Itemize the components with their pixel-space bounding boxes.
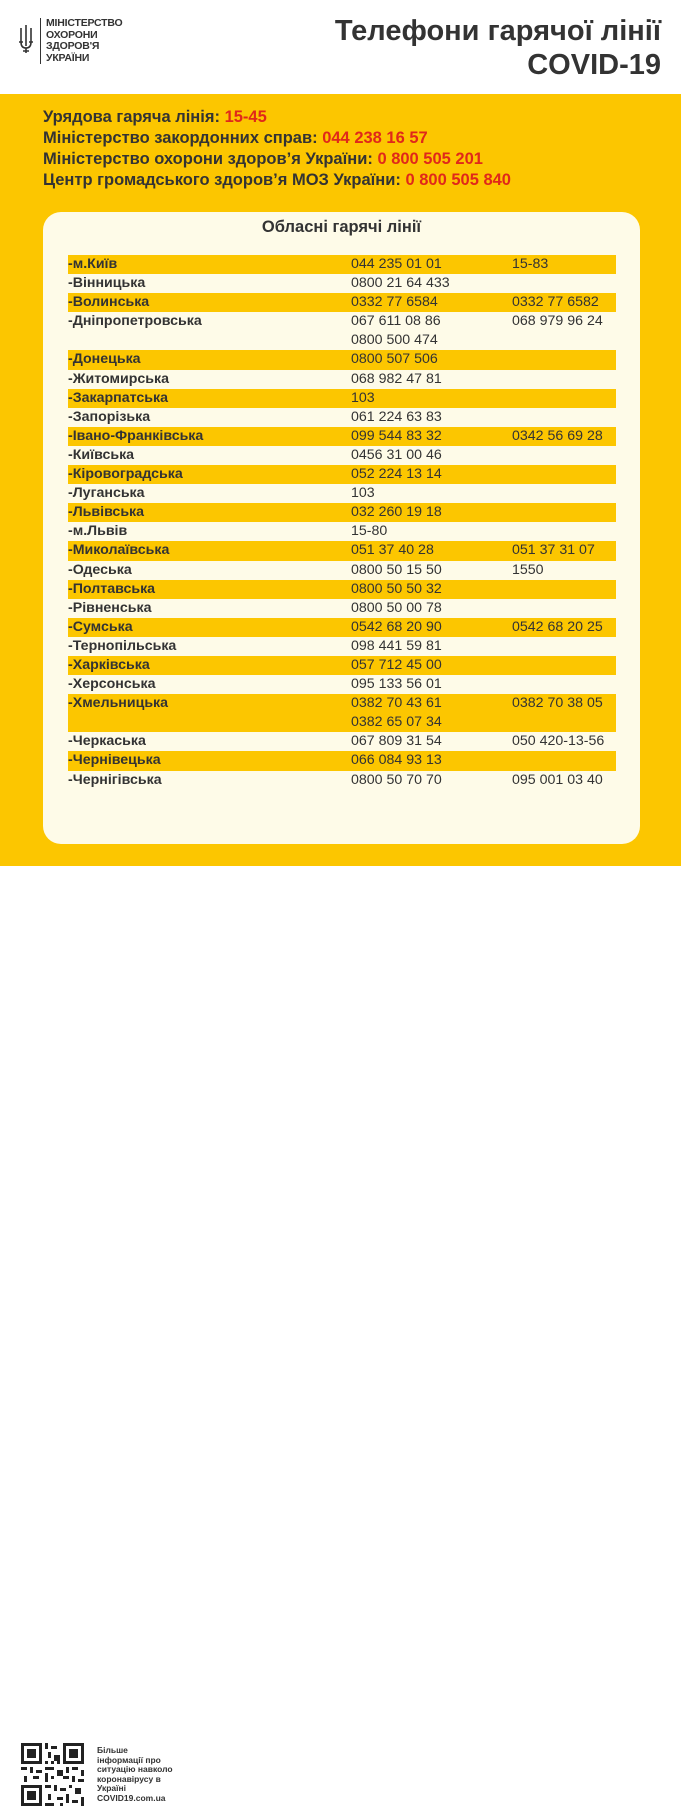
hotline-number[interactable]: 044 238 16 57 (322, 129, 428, 147)
table-row (68, 637, 616, 656)
table-row (68, 694, 616, 732)
footer (0, 866, 681, 1803)
footer-info (97, 1746, 187, 1803)
phone-number-extra[interactable]: 0542 68 20 25 (512, 618, 603, 635)
region-name: -Закарпатська (68, 389, 168, 406)
phone-number-extra[interactable]: 0382 70 38 05 (512, 695, 603, 712)
hotline-number[interactable]: 0 800 505 840 (405, 171, 511, 189)
region-phones (351, 293, 512, 312)
region-phones (351, 522, 512, 541)
region-phones (351, 274, 512, 293)
phone-number-extra (512, 580, 616, 599)
phone-number-extra (512, 656, 616, 675)
phone-number-extra (512, 484, 616, 503)
region-name: -Чернігівська (68, 771, 162, 788)
table-row (68, 446, 616, 465)
phone-number-extra (512, 389, 616, 408)
footer-line: коронавірусу в (97, 1773, 161, 1784)
table-row (68, 618, 616, 637)
logo-line: ЗДОРОВ'Я (46, 40, 100, 52)
table-row (68, 465, 616, 484)
phone-number[interactable]: 0332 77 6584 (351, 294, 438, 311)
region-name: -Рівненська (68, 599, 152, 616)
title-line-2: COVID-19 (527, 49, 661, 81)
region-name: -Одеська (68, 561, 132, 578)
region-name: -Херсонська (68, 676, 156, 693)
phone-number[interactable]: 099 544 83 32 (351, 427, 442, 444)
hotline-label: Міністерство охорони здоров’я України: (43, 150, 378, 168)
hotline-number[interactable]: 0 800 505 201 (377, 150, 483, 168)
phone-number[interactable]: 0456 31 00 46 (351, 446, 442, 463)
region-name: -Луганська (68, 485, 145, 502)
table-row (68, 427, 616, 446)
phone-number-extra[interactable]: 051 37 31 07 (512, 542, 595, 559)
phone-number[interactable]: 0382 70 43 61 (351, 695, 442, 712)
region-phones (351, 465, 512, 484)
table-row (68, 541, 616, 560)
hotline-label: Міністерство закордонних справ: (43, 129, 323, 147)
hotline-label: Урядова гаряча лінія: (43, 108, 225, 126)
phone-number-extra[interactable]: 095 001 03 40 (512, 771, 603, 788)
phone-number-extra[interactable]: 0342 56 69 28 (512, 427, 603, 444)
region-name: -Донецька (68, 351, 141, 368)
region-phones (351, 312, 512, 350)
table-row (68, 732, 616, 751)
phone-number-extra (512, 350, 616, 369)
phone-number-extra (512, 675, 616, 694)
region-name: -Сумська (68, 618, 133, 635)
region-phones (351, 771, 512, 790)
phone-number[interactable]: 052 224 13 14 (351, 466, 442, 483)
phone-number-extra (512, 751, 616, 770)
region-name: -Івано-Франківська (68, 427, 204, 444)
region-name: -Київська (68, 446, 135, 463)
hotline-item (43, 107, 511, 128)
phone-number[interactable]: 068 982 47 81 (351, 370, 442, 387)
region-phones (351, 599, 512, 618)
phone-number[interactable]: 103 (351, 389, 375, 406)
region-name: -Хмельницька (68, 695, 169, 712)
phone-number-extra (512, 522, 616, 541)
region-name: -Кіровоградська (68, 466, 183, 483)
header (0, 0, 681, 94)
hotline-item (43, 149, 511, 170)
region-phones (351, 732, 512, 751)
region-name: -Вінницька (68, 275, 146, 292)
region-phones (351, 389, 512, 408)
page-title (335, 14, 661, 82)
phone-number-extra (512, 274, 616, 293)
region-name: -Тернопільська (68, 637, 177, 654)
region-phones (351, 541, 512, 560)
phone-number[interactable]: 044 235 01 01 (351, 256, 442, 272)
phone-number-extra[interactable]: 050 420-13-56 (512, 733, 605, 750)
phone-number[interactable]: 0800 21 64 433 (351, 275, 450, 292)
ministry-logo (18, 18, 122, 64)
footer-site-link[interactable]: COVID19.com.ua (97, 1792, 166, 1803)
region-phones (351, 751, 512, 770)
phone-number[interactable]: 067 809 31 54 (351, 733, 442, 750)
table-row (68, 675, 616, 694)
title-line-1: Телефони гарячої лінії (334, 15, 661, 47)
phone-number[interactable]: 0542 68 20 90 (351, 618, 442, 635)
phone-number[interactable]: 0800 507 506 (351, 351, 438, 368)
phone-number-extra (512, 446, 616, 465)
table-row (68, 503, 616, 522)
national-hotlines (43, 107, 511, 191)
region-phones (351, 408, 512, 427)
region-name: -Запорізька (68, 408, 151, 425)
table-row (68, 561, 616, 580)
phone-number[interactable]: 051 37 40 28 (351, 542, 434, 559)
phone-number[interactable]: 0800 50 15 50 (351, 561, 442, 578)
regional-title: Обласні гарячі лінії (261, 218, 422, 236)
hotline-label: Центр громадського здоров’я МОЗ України: (43, 171, 406, 189)
regional-list (68, 255, 616, 790)
region-phones (351, 503, 512, 522)
region-phones (351, 446, 512, 465)
table-row (68, 350, 616, 369)
table-row (68, 771, 616, 790)
footer-line: Більше (97, 1745, 128, 1755)
region-name: -м.Львів (68, 523, 128, 540)
region-phones (351, 427, 512, 446)
region-phones (351, 255, 512, 274)
phone-number[interactable]: 032 260 19 18 (351, 504, 442, 521)
table-row (68, 751, 616, 770)
logo-line: МІНІСТЕРСТВО (46, 17, 123, 29)
phone-number[interactable]: 0800 50 00 78 (351, 599, 442, 616)
phone-number-extra[interactable]: 068 979 96 24 (512, 313, 603, 330)
region-phones (351, 637, 512, 656)
region-name: -Миколаївська (68, 542, 170, 559)
phone-number[interactable]: 066 084 93 13 (351, 752, 442, 769)
region-name: -Львівська (68, 504, 145, 521)
footer-line: ситуацію навколо (97, 1764, 173, 1774)
region-name: -Чернівецька (68, 752, 161, 769)
hotline-item (43, 170, 511, 191)
table-row (68, 580, 616, 599)
table-row (68, 522, 616, 541)
phone-number[interactable]: 0800 50 50 32 (351, 580, 442, 597)
region-name: -Харківська (68, 656, 150, 673)
phone-number[interactable]: 067 611 08 86 (351, 313, 441, 330)
phone-number-extra (512, 503, 616, 522)
table-row (68, 255, 616, 274)
region-name: -Дніпропетровська (68, 313, 202, 330)
phone-number-extra (512, 599, 616, 618)
phone-number-extra[interactable]: 0332 77 6582 (512, 294, 599, 311)
phone-number[interactable]: 0382 65 07 34 (351, 714, 442, 731)
ministry-name (40, 18, 122, 64)
region-name: -Черкаська (68, 733, 146, 750)
phone-number-extra (512, 465, 616, 484)
phone-number[interactable]: 15-80 (351, 523, 388, 540)
footer-line: інформації про (97, 1754, 161, 1765)
logo-line: ОХОРОНИ (46, 28, 98, 41)
table-row (68, 656, 616, 675)
table-row (68, 312, 616, 350)
table-row (68, 293, 616, 312)
table-row (68, 599, 616, 618)
region-phones (351, 618, 512, 637)
phone-number[interactable]: 0800 500 474 (351, 332, 438, 349)
table-row (68, 408, 616, 427)
regional-hotlines-card (43, 212, 640, 844)
region-name: -Волинська (68, 294, 150, 311)
table-row (68, 484, 616, 503)
phone-number-extra (512, 370, 616, 389)
footer-line: Україні (97, 1783, 127, 1793)
phone-number[interactable]: 103 (351, 485, 375, 502)
region-phones (351, 580, 512, 599)
region-phones (351, 350, 512, 369)
region-name: -Житомирська (68, 370, 169, 387)
table-row (68, 274, 616, 293)
region-phones (351, 675, 512, 694)
phone-number-extra (512, 637, 616, 656)
region-phones (351, 370, 512, 389)
region-phones (351, 484, 512, 503)
phone-number[interactable]: 098 441 59 81 (351, 637, 442, 654)
hotline-number[interactable]: 15-45 (224, 108, 267, 126)
hotline-item (43, 128, 511, 149)
region-name: -м.Київ (68, 256, 118, 272)
qr-code-icon[interactable] (21, 1743, 84, 1806)
phone-number[interactable]: 095 133 56 01 (351, 676, 442, 693)
region-phones (351, 694, 512, 732)
region-name: -Полтавська (68, 580, 156, 597)
region-phones (351, 561, 512, 580)
phone-number[interactable]: 057 712 45 00 (351, 656, 442, 673)
phone-number[interactable]: 061 224 63 83 (351, 408, 442, 425)
phone-number-extra[interactable]: 1550 (512, 561, 544, 578)
table-row (68, 370, 616, 389)
phone-number-extra (512, 408, 616, 427)
region-phones (351, 656, 512, 675)
trident-icon (18, 24, 34, 54)
logo-line: УКРАЇНИ (46, 51, 90, 64)
table-row (68, 389, 616, 408)
phone-number-extra[interactable]: 15-83 (512, 256, 549, 272)
phone-number[interactable]: 0800 50 70 70 (351, 771, 442, 788)
